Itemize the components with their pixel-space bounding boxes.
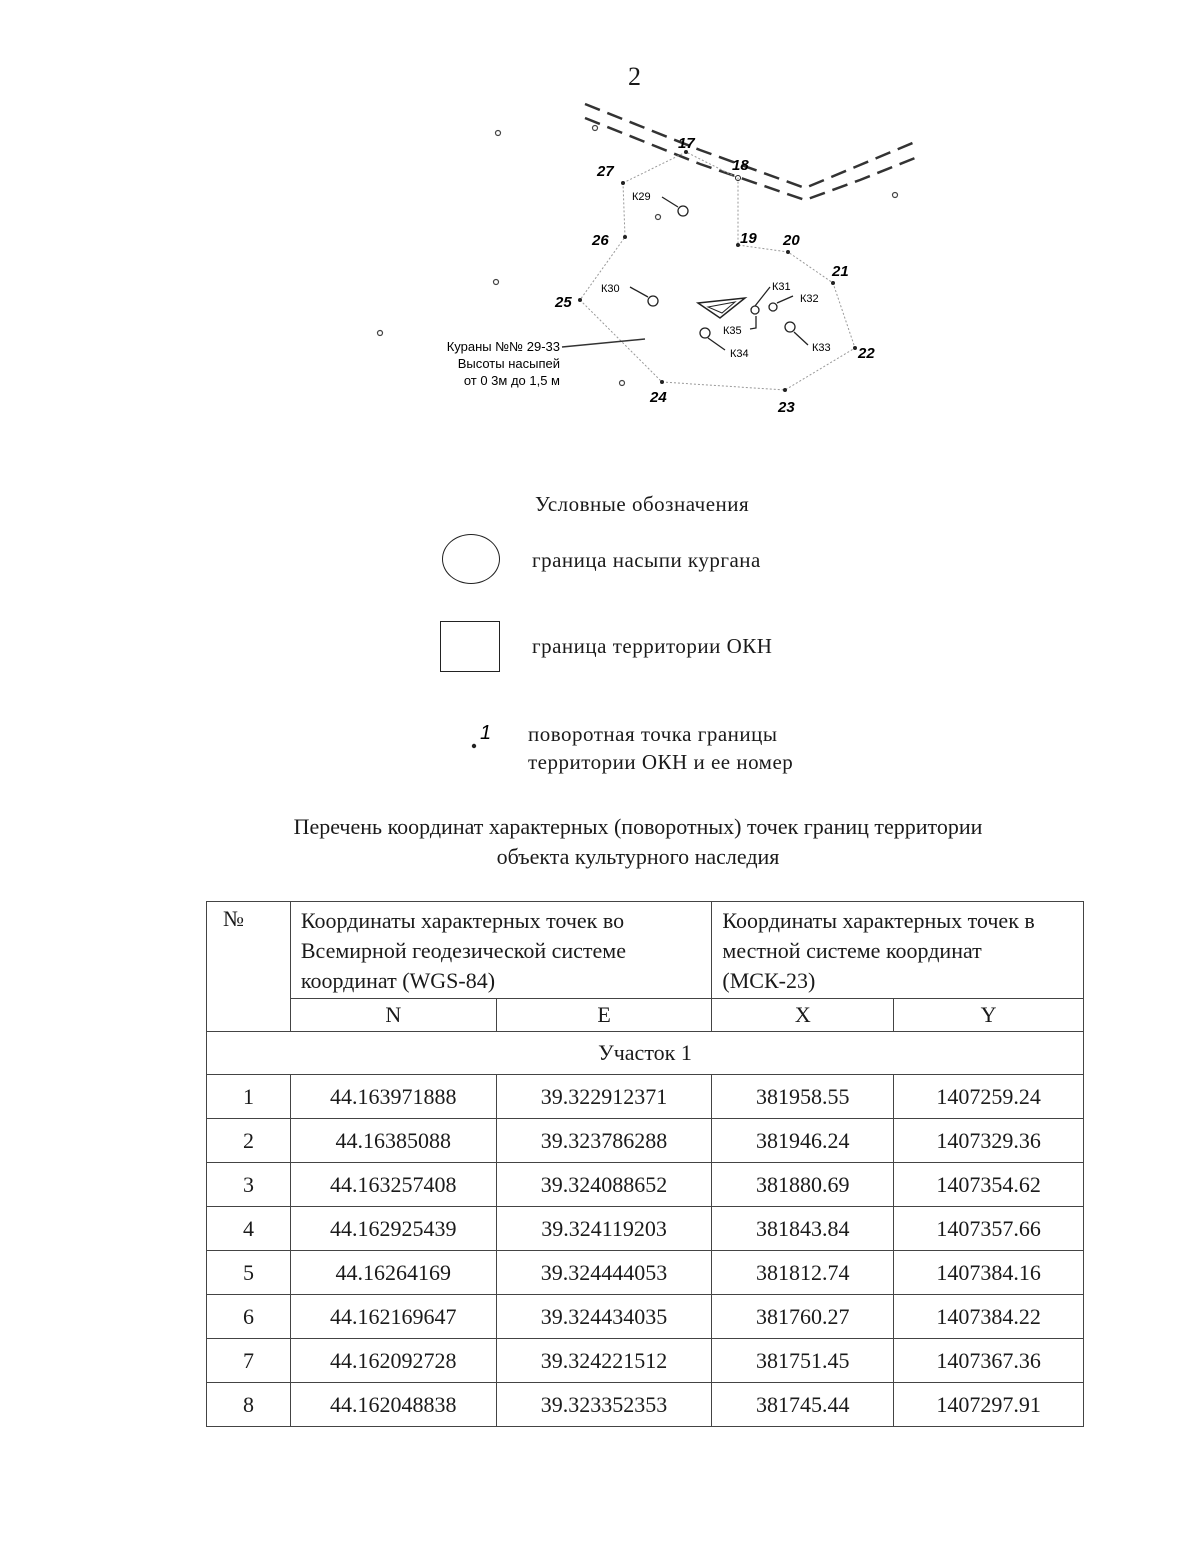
legend-item-kurgan-boundary: граница насыпи кургана xyxy=(532,548,761,572)
map-note-line-3: от 0 3м до 1,5 м xyxy=(463,373,560,388)
legend-title: Условные обозначения xyxy=(535,492,750,516)
header-y: Y xyxy=(894,999,1084,1032)
cell-x: 381880.69 xyxy=(712,1163,894,1207)
kurgan-label-k34: К34 xyxy=(730,348,749,360)
page-number: 2 xyxy=(628,62,641,91)
cell-number: 6 xyxy=(207,1295,291,1339)
table-title-line-2: объекта культурного наследия xyxy=(496,844,780,869)
cell-x: 381760.27 xyxy=(712,1295,894,1339)
kurgan-symbols xyxy=(630,197,808,350)
cell-number: 7 xyxy=(207,1339,291,1383)
cell-e: 39.324444053 xyxy=(496,1251,712,1295)
table-row xyxy=(207,1339,1084,1383)
cell-x: 381958.55 xyxy=(712,1075,894,1119)
cell-x: 381843.84 xyxy=(712,1207,894,1251)
cell-y: 1407329.36 xyxy=(894,1119,1084,1163)
cell-n: 44.16385088 xyxy=(290,1119,496,1163)
table-title xyxy=(200,812,1076,872)
kurgan-label-k33: К33 xyxy=(812,342,831,354)
table-row xyxy=(207,1075,1084,1119)
turning-point-icon xyxy=(468,715,498,755)
circle-icon xyxy=(442,534,500,584)
header-wgs84: Координаты характерных точек во Всемирной геодезической системе координат (WGS-84) xyxy=(290,902,712,999)
cell-e: 39.323786288 xyxy=(496,1119,712,1163)
point-label-19: 19 xyxy=(740,230,757,247)
table-row xyxy=(207,1119,1084,1163)
table-row xyxy=(207,1383,1084,1427)
cell-y: 1407357.66 xyxy=(894,1207,1084,1251)
kurgan-label-k32: К32 xyxy=(800,293,819,305)
point-label-26: 26 xyxy=(592,232,609,249)
cell-number: 8 xyxy=(207,1383,291,1427)
table-row xyxy=(207,1295,1084,1339)
point-label-20: 20 xyxy=(783,232,800,249)
point-label-18: 18 xyxy=(732,157,749,174)
boundary-point-dots xyxy=(578,150,857,392)
cell-number: 1 xyxy=(207,1075,291,1119)
map-note-line-2: Высоты насыпей xyxy=(457,356,560,371)
cell-y: 1407354.62 xyxy=(894,1163,1084,1207)
cell-n: 44.163257408 xyxy=(290,1163,496,1207)
cell-n: 44.162092728 xyxy=(290,1339,496,1383)
turning-point-number: 1 xyxy=(480,722,492,744)
point-label-27: 27 xyxy=(597,163,614,180)
cell-n: 44.16264169 xyxy=(290,1251,496,1295)
cell-e: 39.322912371 xyxy=(496,1075,712,1119)
coordinates-table xyxy=(206,901,1084,1427)
legend-item-turning-point-line-1: поворотная точка границы xyxy=(528,722,778,746)
header-msk23: Координаты характерных точек в местной системе координат (МСК-23) xyxy=(712,902,1084,999)
cell-number: 5 xyxy=(207,1251,291,1295)
table-row xyxy=(207,1207,1084,1251)
cell-x: 381812.74 xyxy=(712,1251,894,1295)
kurgan-label-k35: К35 xyxy=(723,325,742,337)
header-n: N xyxy=(290,999,496,1032)
point-label-25: 25 xyxy=(555,294,572,311)
cell-number: 3 xyxy=(207,1163,291,1207)
cell-e: 39.324119203 xyxy=(496,1207,712,1251)
boundary-polyline xyxy=(580,152,855,390)
square-icon xyxy=(440,621,500,672)
cell-y: 1407259.24 xyxy=(894,1075,1084,1119)
cell-n: 44.162169647 xyxy=(290,1295,496,1339)
kurgan-label-k29: К29 xyxy=(632,191,651,203)
cell-y: 1407297.91 xyxy=(894,1383,1084,1427)
cell-n: 44.162048838 xyxy=(290,1383,496,1427)
map-note-line-1: Кураны №№ 29-33 xyxy=(446,339,560,354)
note-leader-line xyxy=(562,339,645,347)
table-row xyxy=(207,1163,1084,1207)
cell-y: 1407384.16 xyxy=(894,1251,1084,1295)
cell-n: 44.163971888 xyxy=(290,1075,496,1119)
site-map xyxy=(360,90,920,430)
header-e: E xyxy=(496,999,712,1032)
cell-y: 1407384.22 xyxy=(894,1295,1084,1339)
road-lines xyxy=(585,104,915,200)
cell-e: 39.323352353 xyxy=(496,1383,712,1427)
cell-number: 2 xyxy=(207,1119,291,1163)
kurgan-label-k30: К30 xyxy=(601,283,620,295)
table-title-line-1: Перечень координат характерных (поворотных) точек границ территории xyxy=(293,814,983,839)
point-label-22: 22 xyxy=(858,345,875,362)
section-row: Участок 1 xyxy=(207,1032,1084,1075)
table-row xyxy=(207,1251,1084,1295)
header-x: X xyxy=(712,999,894,1032)
point-label-23: 23 xyxy=(778,399,795,416)
cell-x: 381751.45 xyxy=(712,1339,894,1383)
legend-item-turning-point xyxy=(528,720,793,776)
legend-item-turning-point-line-2: территории ОКН и ее номер xyxy=(528,750,794,774)
cell-n: 44.162925439 xyxy=(290,1207,496,1251)
cell-e: 39.324221512 xyxy=(496,1339,712,1383)
legend-item-territory-boundary: граница территории ОКН xyxy=(532,634,773,658)
point-label-17: 17 xyxy=(678,135,695,152)
cell-e: 39.324088652 xyxy=(496,1163,712,1207)
point-label-21: 21 xyxy=(832,263,849,280)
header-number: № xyxy=(207,902,291,1032)
turning-point-dot xyxy=(472,744,476,748)
cell-x: 381946.24 xyxy=(712,1119,894,1163)
cell-y: 1407367.36 xyxy=(894,1339,1084,1383)
cell-number: 4 xyxy=(207,1207,291,1251)
kurgan-label-k31: К31 xyxy=(772,281,791,293)
cell-x: 381745.44 xyxy=(712,1383,894,1427)
point-label-24: 24 xyxy=(650,389,667,406)
cell-e: 39.324434035 xyxy=(496,1295,712,1339)
